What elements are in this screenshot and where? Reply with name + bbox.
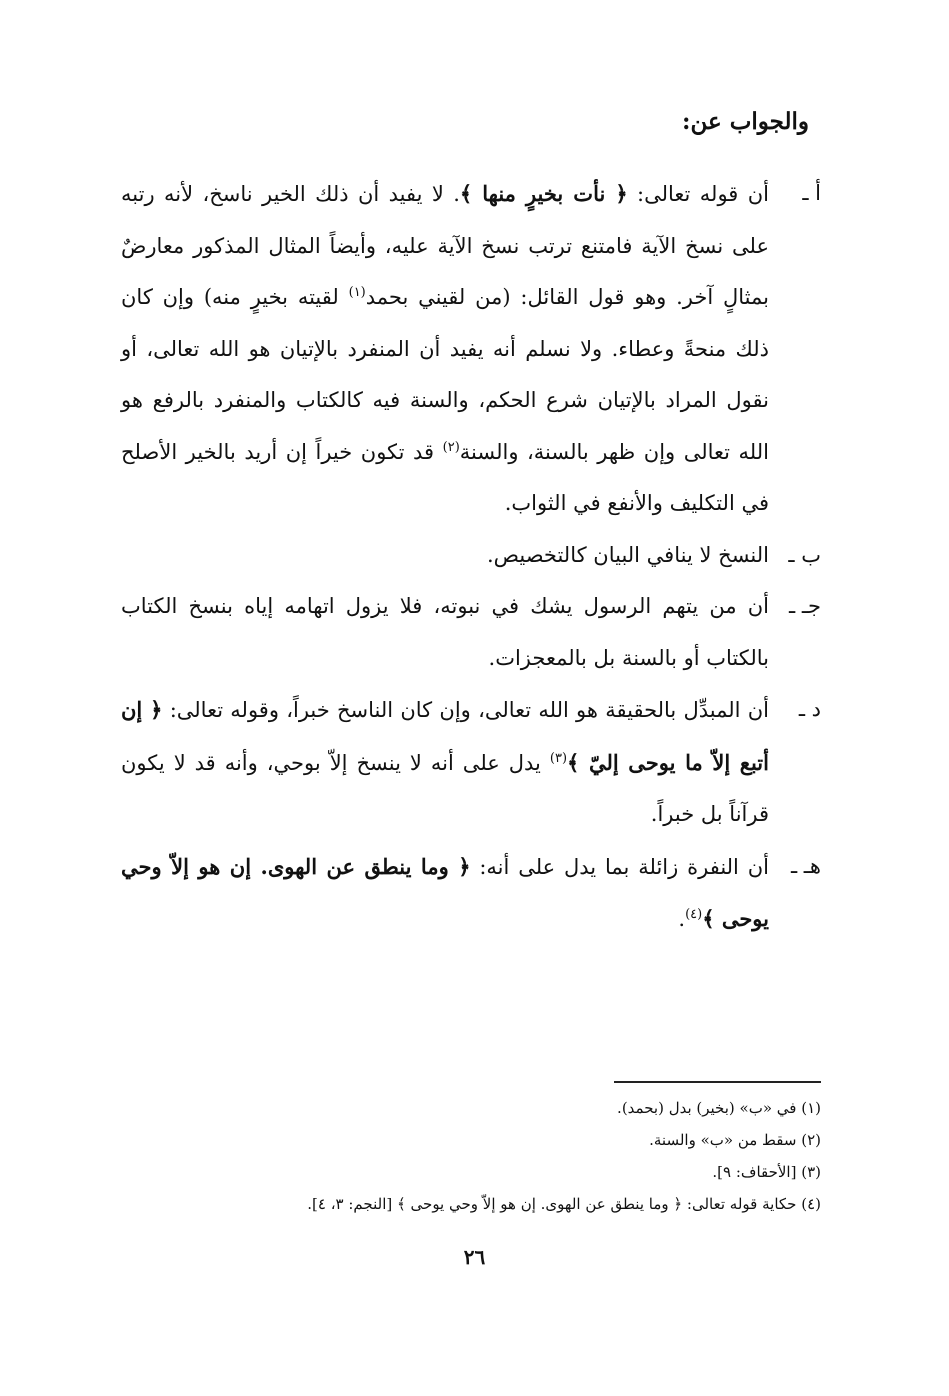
answer-item-dal — [121, 684, 821, 841]
item-text: أن من يتهم الرسول يشك في نبوته، فلا يزول اتهامه إياه بنسخ الكتاب بالكتاب أو بالسنة بل بالمعجزات. — [121, 594, 769, 670]
item-text — [121, 168, 769, 530]
text-segment: أن النفرة زائلة بما يدل على أنه: — [470, 854, 769, 879]
footnotes — [121, 1092, 821, 1220]
text-segment: أن المبدِّل بالحقيقة هو الله تعالى، وإن كان الناسخ خبراً، وقوله تعالى: — [162, 698, 770, 722]
item-marker: جـ ـ — [789, 594, 821, 618]
item-marker: د ـ — [798, 697, 821, 721]
text-segment: يدل على أنه لا ينسخ إلاّ بوحي، وأنه قد لا يكون قرآناً بل خبراً. — [121, 750, 769, 826]
answer-item-alif — [121, 168, 821, 530]
page-number: ٢٦ — [463, 1245, 486, 1269]
footnote-ref[interactable]: (٢) — [442, 439, 460, 455]
footnote-1: (١) في «ب» (بخير) بدل (بحمد). — [617, 1099, 821, 1117]
text-segment: . لا يفيد أن ذلك الخير ناسخ، لأنه رتبه على نسخ الآية فامتنع ترتب نسخ الآية عليه، وأيضاً المثال المذكور معارضٌ بمثالٍ آخر. وهو قول القائل: (من لقيني بحمد — [121, 182, 769, 309]
text-segment: قد تكون خيراً إن أريد بالخير الأصلح في التكليف والأنفع في الثواب. — [121, 439, 769, 515]
item-text — [121, 684, 769, 841]
text-segment: لقيته بخيرٍ منه) وإن كان ذلك منحةً وعطاء. ولا نسلم أنه يفيد أن المنفرد بالإتيان هو الله تعالى، أو نقول المراد بالإتيان شرع الحكم، والسنة فيه كالكتاب والمنفرد بالرفع هو الله تعالى وإن ظهر بالسنة، والسنة — [121, 285, 769, 464]
text-segment: . — [678, 907, 686, 931]
footnote-3: (٣) [الأحقاف: ٩]. — [712, 1163, 821, 1181]
footnote-2: (٢) سقط من «ب» والسنة. — [649, 1131, 821, 1149]
section-heading: والجواب عن: — [681, 108, 809, 135]
footnote-ref[interactable]: (٣) — [549, 750, 568, 766]
answer-item-ha — [121, 841, 821, 946]
quran-quote: ﴿ إن أتبع إلاّ ما يوحى إليّ ﴾ — [121, 697, 769, 775]
quran-quote: ﴿ وما ينطق عن الهوى. إن هو إلاّ وحي يوحى ﴾ — [121, 853, 769, 931]
footnote-ref[interactable]: (٤) — [685, 907, 703, 922]
footnote-4: (٤) حكاية قوله تعالى: ﴿ وما ينطق عن الهوى. إن هو إلاّ وحي يوحى ﴾ [النجم: ٣، ٤]. — [307, 1195, 821, 1213]
answer-item-jim — [121, 581, 821, 684]
item-text: النسخ لا ينافي البيان كالتخصيص. — [486, 542, 769, 567]
footnote-separator — [614, 1081, 821, 1083]
item-marker: أ ـ — [802, 181, 821, 205]
footnote-ref[interactable]: (١) — [348, 285, 366, 300]
item-text — [121, 841, 769, 946]
answer-item-ba — [121, 530, 821, 582]
text-segment: أن قوله تعالى: — [627, 182, 769, 206]
answer-list — [121, 168, 821, 946]
item-marker: ب ـ — [788, 542, 821, 567]
quran-quote: ﴿ نأت بخيرٍ منها ﴾ — [459, 181, 628, 206]
item-marker: هـ ـ — [790, 853, 821, 878]
